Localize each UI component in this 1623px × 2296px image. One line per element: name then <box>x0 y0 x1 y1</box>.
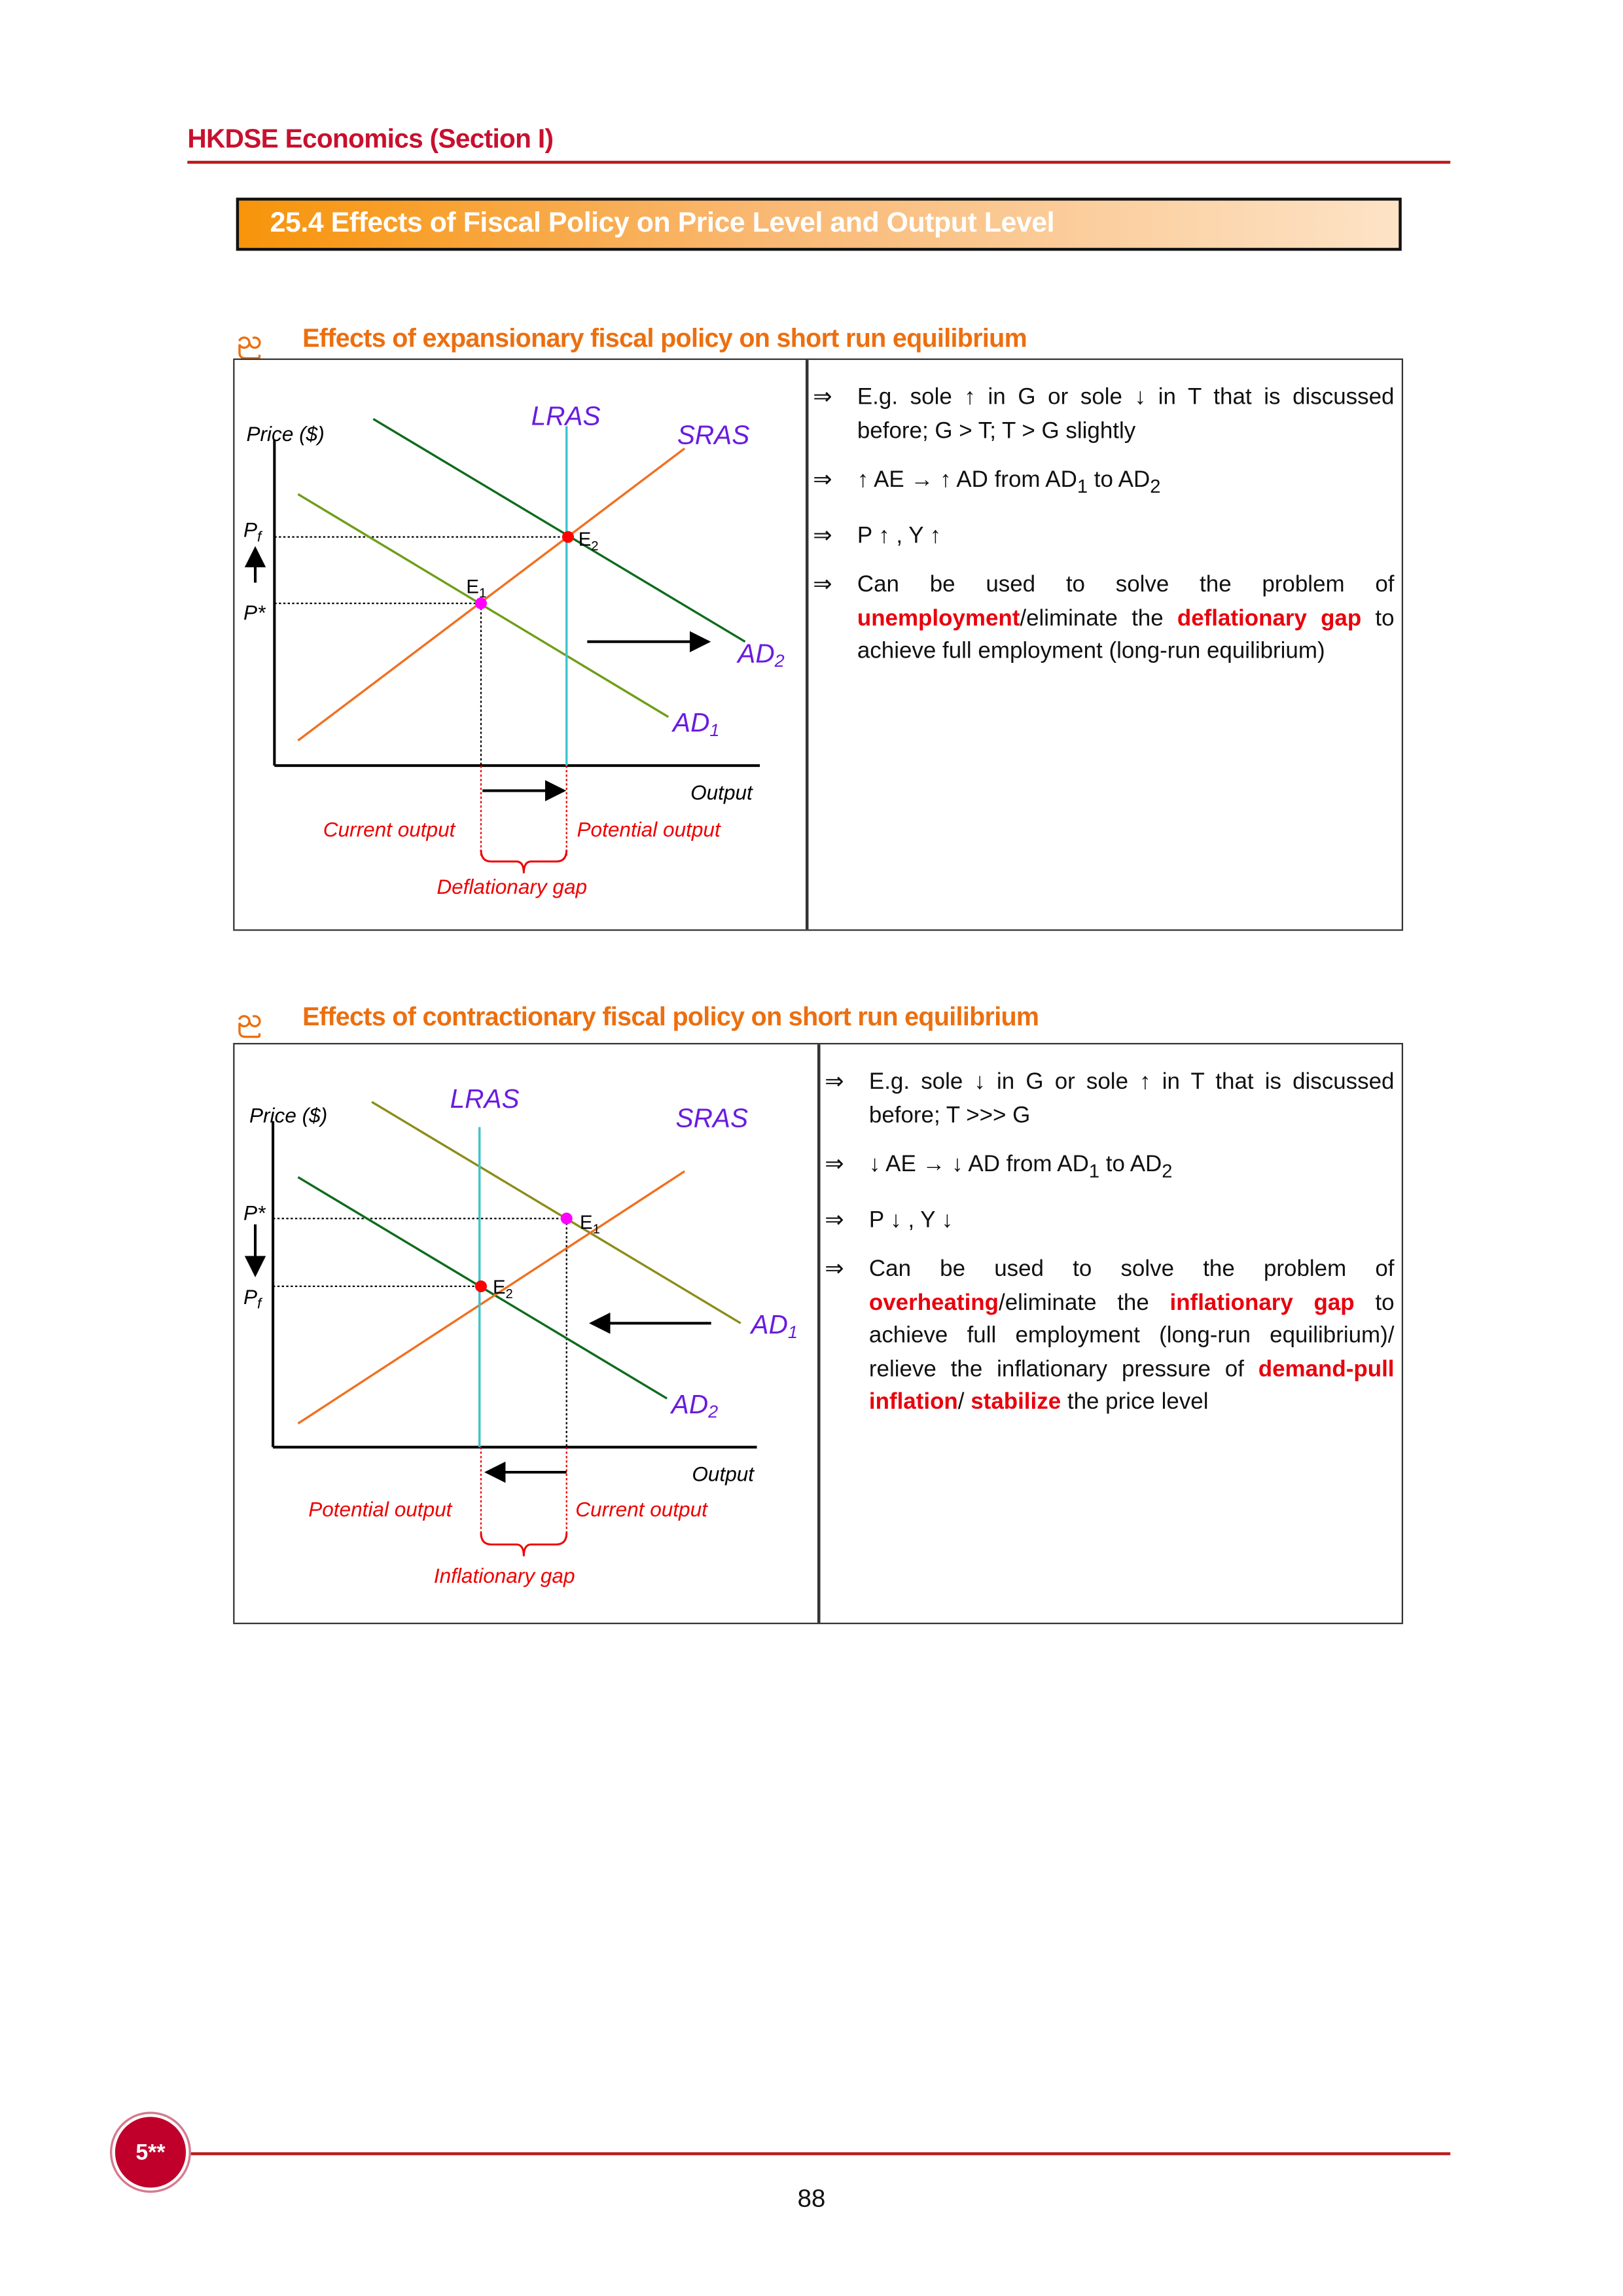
bullet-icon: ည <box>237 326 262 355</box>
footer-rule <box>186 2152 1450 2155</box>
output-axis-label: Output <box>692 1462 755 1486</box>
implies-arrow-icon: ⇒ <box>813 572 832 598</box>
point-4: ⇒ Can be used to solve the problem of overheating/eliminate the inflationary gap to achieve full employment (long-run equilibrium)/ relieve the inflationary pressure of demand-pull inflation/ stabilize the price level <box>825 1254 1394 1421</box>
sras-curve <box>298 448 685 740</box>
ad2-label: AD2 <box>738 638 785 671</box>
point-4: ⇒ Can be used to solve the problem of unemployment/eliminate the deflationary gap to achieve full employment (long-run equilibrium) <box>813 569 1394 669</box>
ad2-label: AD2 <box>671 1388 719 1422</box>
ad2-curve <box>373 419 745 641</box>
pstar-label: P* <box>243 1201 266 1225</box>
point-1: ⇒ E.g. sole ↓ in G or sole ↑ in T that is discussed before; T >>> G <box>825 1067 1394 1133</box>
bullet-icon: ည <box>237 1004 262 1033</box>
point-3: ⇒ P ↓ , Y ↓ <box>825 1205 1394 1238</box>
current-output-label: Current output <box>323 817 455 841</box>
e1-label: $E_1$ <box>466 576 487 601</box>
column-divider <box>806 360 808 929</box>
implies-arrow-icon: ⇒ <box>825 1152 844 1178</box>
e2-label: $E_2$ <box>578 529 599 554</box>
section-title: 25.4 Effects of Fiscal Policy on Price Level and Output Level <box>270 207 1055 239</box>
expansionary-explanation <box>813 382 1394 686</box>
e2-point <box>562 531 574 543</box>
e1-label: $E_1$ <box>580 1211 600 1237</box>
pstar-label: P* <box>243 600 266 624</box>
lras-label: LRAS <box>531 400 601 431</box>
deflationary-gap-label: Deflationary gap <box>437 875 588 899</box>
e2-label: $E_2$ <box>493 1277 513 1301</box>
implies-arrow-icon: ⇒ <box>813 523 832 548</box>
page-number: 88 <box>797 2184 826 2213</box>
contractionary-explanation <box>825 1067 1394 1436</box>
contractionary-heading: Effects of contractionary fiscal policy on short run equilibrium <box>302 1001 1039 1031</box>
sras-label: SRAS <box>677 419 750 450</box>
point-1: ⇒ E.g. sole ↑ in G or sole ↓ in T that is discussed before; G > T; T > G slightly <box>813 382 1394 448</box>
gap-brace <box>481 850 567 874</box>
current-output-label: Current output <box>575 1497 707 1521</box>
sras-curve <box>298 1171 685 1424</box>
gap-brace <box>481 1532 567 1556</box>
price-axis-label: Price ($) <box>249 1103 328 1127</box>
pf-label: $P_f$ <box>243 518 262 545</box>
sras-label: SRAS <box>675 1103 749 1133</box>
column-divider <box>817 1044 819 1623</box>
output-axis-label: Output <box>690 780 753 804</box>
point-2: ⇒ ↓ AE → ↓ AD from $AD_1$ to $AD_2$ <box>825 1149 1394 1188</box>
header-title: HKDSE Economics (Section I) <box>187 124 554 154</box>
e1-point <box>561 1212 573 1224</box>
inflationary-gap-label: Inflationary gap <box>433 1564 575 1588</box>
expansionary-ad-as-diagram <box>233 359 806 929</box>
ad1-curve <box>372 1102 741 1323</box>
price-axis-label: Price ($) <box>246 422 325 446</box>
ad1-label: AD1 <box>673 707 720 740</box>
potential-output-label: Potential output <box>577 817 721 841</box>
lras-label: LRAS <box>450 1084 520 1114</box>
implies-arrow-icon: ⇒ <box>825 1069 844 1095</box>
header-rule <box>187 161 1450 164</box>
section-title-bar <box>236 198 1402 251</box>
five-star-logo: 5** <box>115 2117 186 2187</box>
ad1-label: AD1 <box>751 1309 798 1342</box>
pf-label: $P_f$ <box>243 1284 262 1312</box>
point-2: ⇒ ↑ AE → ↑ AD from $AD_1$ to $AD_2$ <box>813 465 1394 504</box>
contractionary-ad-as-diagram <box>233 1043 817 1623</box>
implies-arrow-icon: ⇒ <box>825 1257 844 1282</box>
implies-arrow-icon: ⇒ <box>813 385 832 410</box>
implies-arrow-icon: ⇒ <box>825 1207 844 1233</box>
e2-point <box>475 1280 487 1292</box>
potential-output-label: Potential output <box>308 1497 452 1521</box>
implies-arrow-icon: ⇒ <box>813 467 832 493</box>
point-3: ⇒ P ↑ , Y ↑ <box>813 520 1394 554</box>
expansionary-heading: Effects of expansionary fiscal policy on short run equilibrium <box>302 323 1027 353</box>
